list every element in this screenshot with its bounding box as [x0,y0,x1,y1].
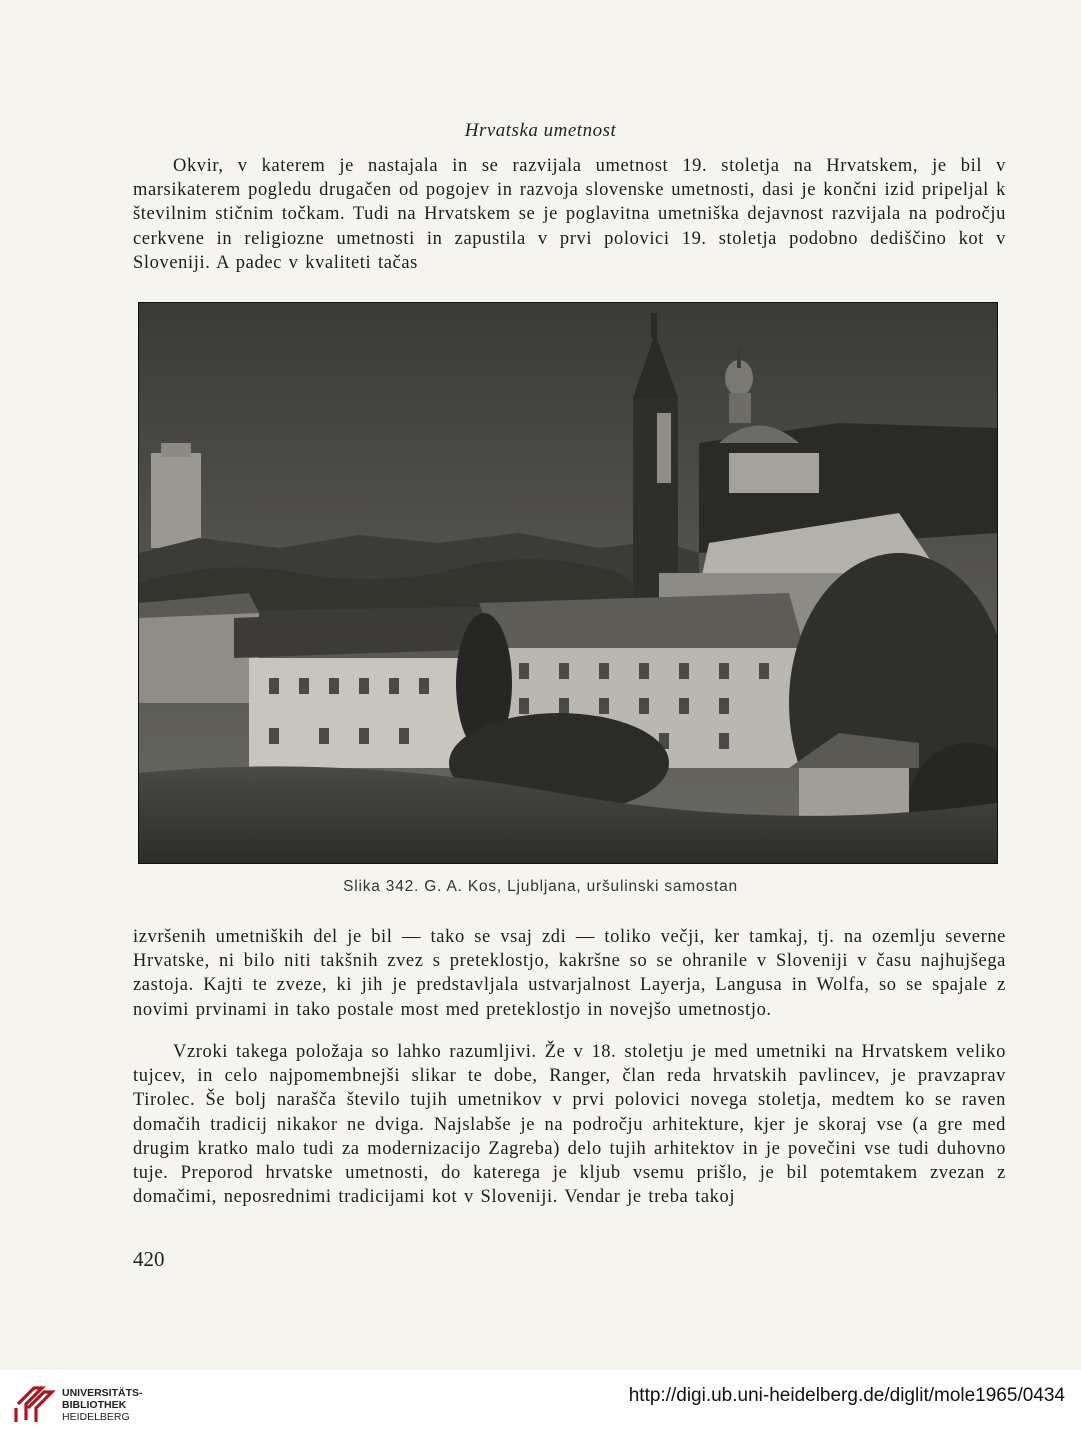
painting-illustration [139,303,997,863]
paragraph-continuation: izvršenih umetniških del je bil — tako se vsaj zdi — toliko večji, ker tamkaj, tj. na ozemlju severne Hrvatske, ni bilo niti takšnih zvez s preteklostjo, kakršne so se ohranile v Sloveniji v času najhujšega zastoja. Kajti te zveze, ki jih je predstavljala ustvarjalnost Layerja, Langusa in Wolfa, so se spajale z novimi prvinami in tako postale most med preteklostjo in novejšo umetnostjo. [133,927,1006,1020]
source-url-link[interactable]: http://digi.ub.uni-heidelberg.de/diglit/mole1965/0434 [628,1385,1065,1406]
library-footer [0,1370,1081,1446]
paragraph-top: Okvir, v katerem je nastajala in se razvijala umetnost 19. stoletja na Hrvatskem, je bil v marsikaterem pogledu drugačen od pogojev in razvoja slovenske umetnosti, dasi je končni izid pripeljal k številnim stičnim točkam. Tudi na Hrvatskem se je poglavitna umetniška dejavnost razvijala na področju cerkvene in religiozne umetnosti in zapustila v prvi polovici 19. stoletja podobno dediščino kot v Sloveniji. A padec v kvaliteti tačas [133,156,1006,273]
running-head: Hrvatska umetnost [464,120,617,141]
library-logo-icon [12,1378,60,1426]
library-name-line3: HEIDELBERG [62,1411,130,1423]
library-name-line1: UNIVERSITÄTS- [62,1387,143,1399]
library-name [62,1387,143,1423]
painting-image [138,302,998,864]
page-number: 420 [133,1247,165,1271]
figure-caption: Slika 342. G. A. Kos, Ljubljana, uršulinski samostan [343,878,738,895]
library-name-line2: BIBLIOTHEK [62,1399,127,1411]
paragraph-second: Vzroki takega položaja so lahko razumljivi. Že v 18. stoletju je med umetniki na Hrvatskem veliko tujcev, in celo najpomembnejši slikar te dobe, Ranger, član reda hrvatskih pavlincev, je pravzaprav Tirolec. Še bolj narašča število tujih umetnikov v prvi polovici novega stoletja, medtem ko se raven domačih tradicij nikakor ne dviga. Najslabše je na področju arhitekture, kjer je skoraj vse (a gre med drugim kratko malo tudi za modernizacijo Zagreba) delo tujih arhitektov in je povečini vse tudi duhovno tuje. Preporod hrvatske umetnosti, do katerega je kljub vsemu prišlo, je bil potemtakem zvezan z domačimi, neposrednimi tradicijami kot v Sloveniji. Vendar je treba takoj [133,1042,1006,1208]
